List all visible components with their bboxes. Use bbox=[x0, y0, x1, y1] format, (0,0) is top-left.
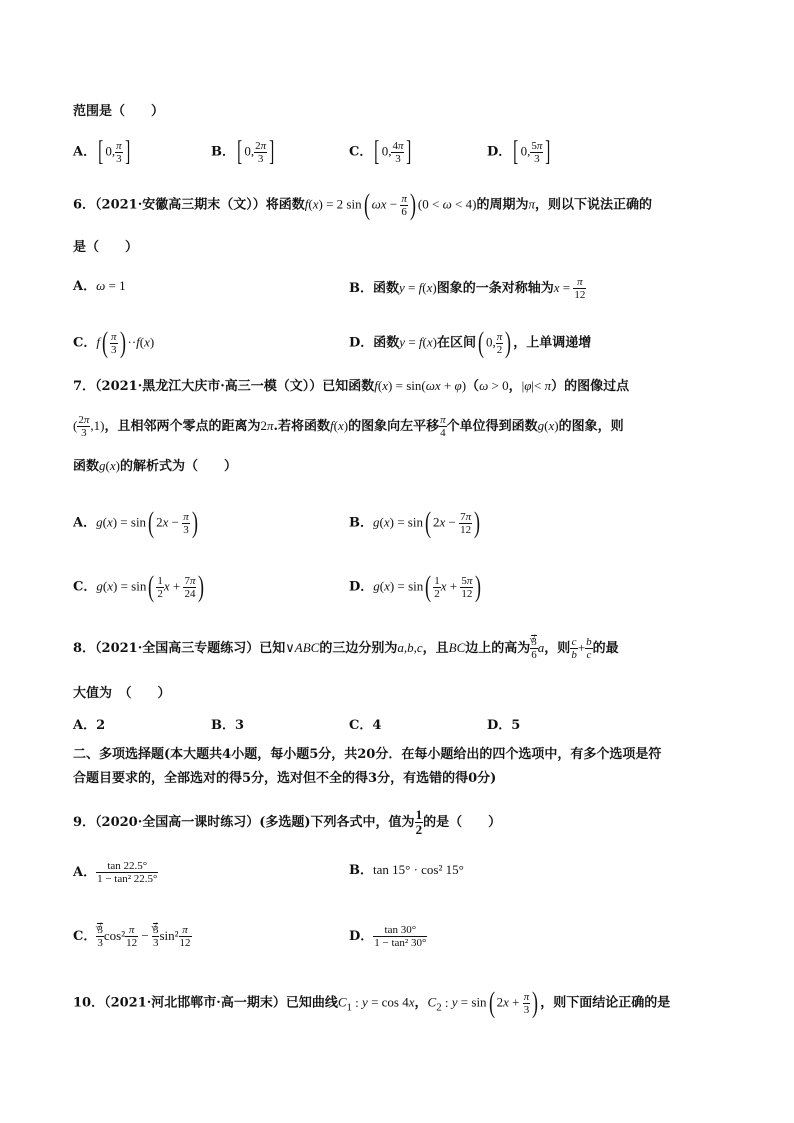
q5-option-c-label: C． bbox=[349, 144, 373, 160]
q7-option-b[interactable]: B．g(x) = sin( 2x − $\frac{7\pi}{12}$ ) bbox=[349, 506, 481, 539]
q9-stem: 9．（2020·全国高一课时练习）(多选题)下列各式中，值为 $\frac{1}{2}$ 的是（ ） bbox=[73, 807, 502, 837]
q8-stem: 8．（2021·全国高三专题练习）已知∨ABC的三边分别为a,b,c，且BC边上的高为 √ $\frac{3}{6}$ a，则 $\frac{c}{b}$ + $\frac{b}{c}$ 的最 bbox=[73, 636, 619, 661]
q8-option-a[interactable]: A．2 bbox=[73, 718, 106, 733]
q6-option-c[interactable]: C．f( $\frac{\pi}{3}$ ) ··f(x) bbox=[73, 326, 155, 359]
q5-option-d[interactable]: D．[ 0, $\frac{5\pi}{3}$ ] bbox=[487, 136, 551, 167]
q8-option-d[interactable]: D．5 bbox=[487, 718, 521, 733]
q10-stem: 10．（2021·河北邯郸市·高一期末）已知曲线$C_1$ : y = cos 4x，$C_2$ : y = sin( 2x + $\frac{\pi}{3}$ ) ，则下面结论正确的是 bbox=[73, 986, 671, 1019]
section2-heading-line1: 二、多项选择题(本大题共4小题，每小题5分，共20分．在每小题给出的四个选项中，有多个选项是符 bbox=[73, 747, 662, 762]
q5-option-d-label: D． bbox=[487, 144, 512, 160]
q7-stem-line2: ( $\frac{2\pi}{3}$ ,1)，且相邻两个零点的距离为2π.若将函数f(x)的图象向左平移 $\frac{\pi}{4}$ 个单位得到函数g(x)的图象，则 bbox=[73, 414, 624, 439]
q7-stem-line3: 函数g(x)的解析式为（ ） bbox=[73, 458, 237, 474]
q6-option-a[interactable]: A．ω = 1 bbox=[73, 278, 126, 294]
q9-option-a[interactable]: A． $\frac{\tan 22.5^\circ}{\text{1 − tan² 22.5°}}$ bbox=[73, 860, 158, 885]
q8-option-b[interactable]: B．3 bbox=[211, 718, 245, 733]
q5-option-a[interactable]: A．[ 0, $\frac{\pi}{3}$ ] bbox=[73, 136, 130, 167]
q5-option-b[interactable]: B．[ 0, $\frac{2\pi}{3}$ ] bbox=[211, 136, 275, 167]
q6-stem: 6．（2021·安徽高三期末（文））将函数f(x) = 2 sin( ωx − $\frac{\pi}{6}$ ) (0 < ω < 4)的周期为π，则以下说法正确的 bbox=[73, 188, 652, 221]
q6-stem-cont: 是（ ） bbox=[73, 240, 139, 255]
section2-heading-line2: 合题目要求的，全部选对的得5分，选对但不全的得3分，有选错的得0分) bbox=[73, 771, 497, 786]
q5-option-a-label: A． bbox=[73, 144, 97, 160]
q7-option-a[interactable]: A．g(x) = sin( 2x − $\frac{\pi}{3}$ ) bbox=[73, 506, 198, 539]
q9-option-b[interactable]: B．tan 15° · cos² 15° bbox=[349, 862, 464, 878]
q9-option-c[interactable]: C． √ $\frac{3}{3}$ cos² $\frac{\pi}{12}$ − √ $\frac{3}{3}$ sin² $\frac{\pi}{12}$ bbox=[73, 924, 192, 949]
q7-option-d[interactable]: D．g(x) = sin( $\frac{1}{2}$ x + $\frac{5\pi}{12}$ ) bbox=[349, 570, 482, 603]
q5-stem-end: 范围是（ ） bbox=[73, 104, 165, 119]
q8-stem-cont: 大值为 （ ） bbox=[73, 686, 171, 701]
q5-option-b-label: B． bbox=[211, 144, 235, 160]
q6-option-b[interactable]: B．函数y = f(x)图象的一条对称轴为x = $\frac{\pi}{12}$ bbox=[349, 276, 586, 301]
q5-option-c[interactable]: C．[ 0, $\frac{4\pi}{3}$ ] bbox=[349, 136, 412, 167]
q8-option-c[interactable]: C．4 bbox=[349, 718, 382, 733]
q7-option-c[interactable]: C．g(x) = sin( $\frac{1}{2}$ x + $\frac{7\pi}{24}$ ) bbox=[73, 570, 205, 603]
q7-stem: 7．（2021·黑龙江大庆市·高三一模（文））已知函数f(x) = sin(ωx + φ)（ω > 0，|φ|< π）的图像过点 bbox=[73, 378, 630, 394]
q6-option-d[interactable]: D．函数y = f(x)在区间( 0, $\frac{\pi}{2}$ ) ，上单调递增 bbox=[349, 326, 592, 359]
q9-option-d[interactable]: D． $\frac{\tan 30^\circ}{\text{1 − tan² 30°}}$ bbox=[349, 924, 427, 949]
